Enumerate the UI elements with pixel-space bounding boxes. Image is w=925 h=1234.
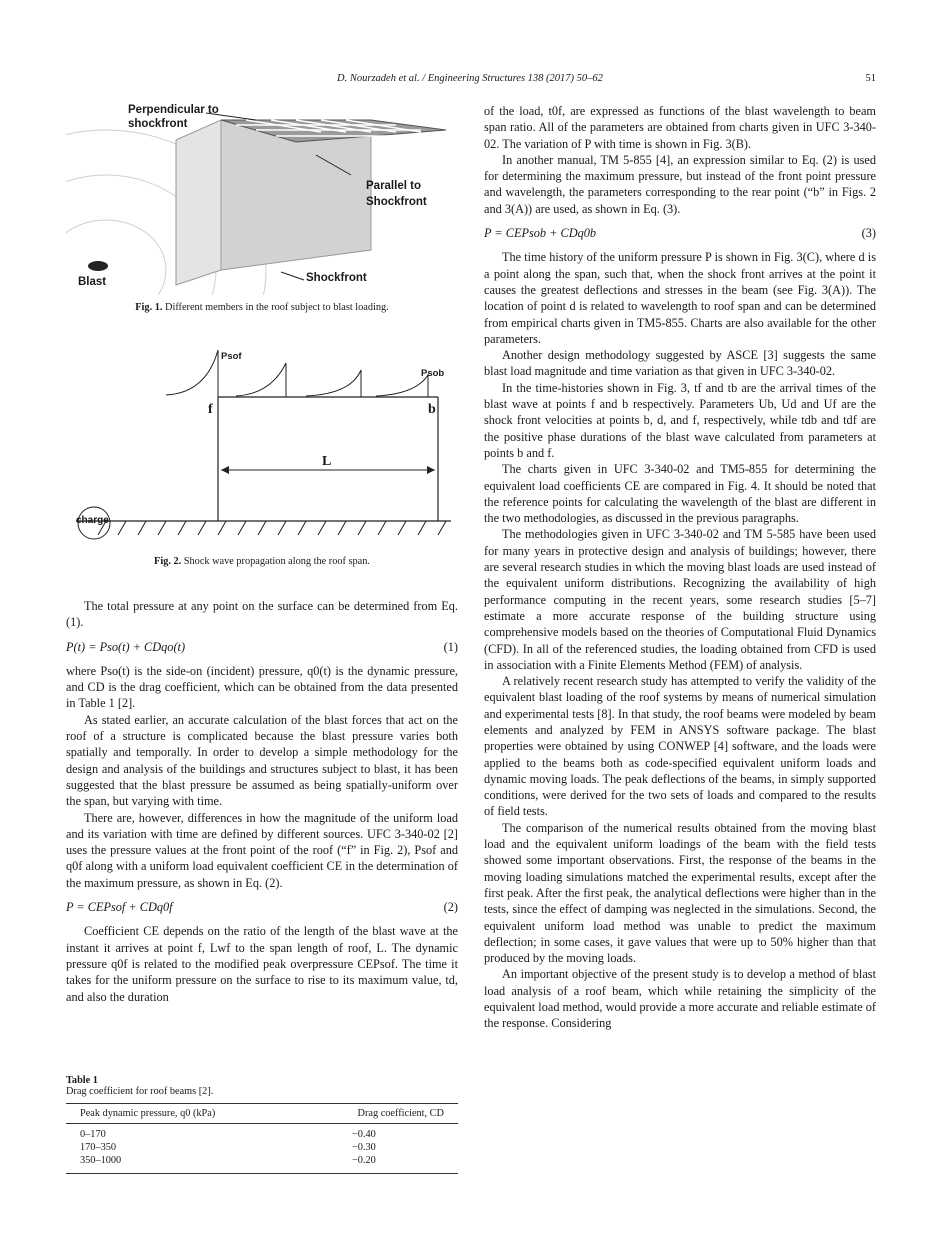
table-row [66, 1154, 458, 1167]
label-shockfront: Shockfront [306, 272, 367, 284]
right-paragraph: An important objective of the present study is to develop a method of blast load analysis of a roof beam, which while retaining the simplicity of the equivalent load method, would provide a more accurate and reliable estimate of the response. Considering [484, 967, 876, 1031]
equation-1-formula: P(t) = Pso(t) + CDqo(t) [66, 639, 186, 654]
right-paragraph: A relatively recent research study has attempted to verify the validity of the equivalent blast loading of the roof systems by means of numerical simulation and experimental tests [8]. In that study, the roof beams were modeled by beam elements and analyzed by FEM in ANSYS software package. The blast properties were obtained by using CONWEP [4] software, and the loads were applied to the beams both as code-specified equivalent uniform loads and dynamic moving loads. The peak deflections of the beams, in simply supported conditions, were derived for the two sets of loads and compared to the results of field tests. [484, 674, 876, 819]
left-column [66, 598, 458, 1005]
equation-1 [66, 639, 458, 655]
figure-2 [66, 345, 458, 570]
page-number: 51 [865, 73, 876, 84]
table-cell-range: 170–350 [80, 1142, 117, 1153]
label-perpendicular: Perpendicular to shockfront [128, 104, 219, 130]
right-paragraph: The methodologies given in UFC 3-340-02 and TM 5-585 have been used for many years in protective design and analysis of buildings; however, there are several research studies in which the moving blast loads are used instead of the equivalent uniform distributions. Recognizing the availability of high performance computing in the recent years, some research studies [5–7] estimate a more accurate response of the building structure using comprehensive models based on the theories of Computational Fluid Dynamics (CFD). In all of the referenced studies, the loading obtained from CFD is used in association with a Finite Elements Method (FEM) of analysis. [484, 527, 876, 672]
label-blast: Blast [78, 276, 107, 288]
fig2-caption [66, 556, 458, 567]
fig1-caption-label: Fig. 1. [135, 302, 163, 313]
running-header [64, 73, 876, 89]
label-psof: Psof [221, 351, 242, 362]
right-paragraph: Another design methodology suggested by ASCE [3] suggests the same blast load magnitude and time variation as that given in UFC 3-340-02. [484, 348, 876, 379]
figure-1 [66, 100, 458, 325]
table-row [66, 1128, 458, 1141]
table-cell-cd: −0.20 [352, 1155, 376, 1166]
left-paragraph: As stated earlier, an accurate calculation of the blast forces that act on the roof of a structure is complicated because the blast pressure varies both spatially and temporally. In order to develop a simple methodology for the design and analysis of the buildings and structures subject to blast, it has been suggested that the blast pressure be assumed as being spatially-uniform over the span, but varying with time. [66, 712, 458, 809]
fig2-caption-label: Fig. 2. [154, 556, 182, 567]
left-paragraph: where Pso(t) is the side-on (incident) pressure, q0(t) is the dynamic pressure, and CD is the drag coefficient, which can be obtained from the data presented in Table 1 [2]. [66, 663, 458, 711]
table-cell-range: 0–170 [80, 1129, 106, 1140]
table-row [66, 1141, 458, 1154]
table-col-pressure: Peak dynamic pressure, q0 (kPa) [80, 1108, 216, 1119]
equation-2-formula: P = CEPsof + CDq0f [66, 900, 173, 915]
left-paragraph: There are, however, differences in how the magnitude of the uniform load and its variation with time are defined by different sources. UFC 3-340-02 [2] uses the pressure values at the front point of the roof (“f” in Fig. 2), Psof and q0f along with a uniform load equivalent coefficient CE in the determination of the maximum pressure, as shown in Eq. (2). [66, 810, 458, 890]
right-paragraph: The time history of the uniform pressure P is shown in Fig. 3(C), where d is a point along the span, such that, when the shock front arrives at the point it causes the greatest deflections and stresses in the beam (see Fig. 3(A)). The location of point d is related to wavelength to roof span and can be determined from empirical charts given in TM5-855. Charts are also available for the other parameters. [484, 250, 876, 346]
label-parallel: Parallel to Shockfront [366, 180, 427, 208]
equation-1-number: (1) [443, 639, 458, 654]
table-title: Table 1 [66, 1075, 98, 1086]
fig2-diagram [66, 345, 458, 545]
label-charge: charge [76, 515, 109, 526]
left-paragraph: The total pressure at any point on the surface can be determined from Eq. (1). [66, 599, 458, 630]
table-header-row [66, 1104, 458, 1123]
left-paragraph: Coefficient CE depends on the ratio of the length of the blast wave at the instant it arrives at point f, Lwf to the span length of roof, L. The dynamic pressure q0f is related to the modified peak overpressure CEPsof. The time it takes for the uniform pressure on the surface to rise to its maximum value, td, and also the duration [66, 924, 458, 1004]
equation-2-number: (2) [443, 900, 458, 915]
right-paragraph: In the time-histories shown in Fig. 3, tf and tb are the arrival times of the blast wave at points f and b respectively. Parameters Ub, Ud and Uf are the shock front velocities at points b, d, and f, respectively, while tdb and tdf are the positive phase durations of the blast wave calculated from parameters at points b and f. [484, 380, 876, 460]
right-column [484, 103, 876, 1032]
label-f: f [208, 402, 213, 417]
label-b: b [428, 402, 436, 417]
right-paragraph: of the load, t0f, are expressed as functions of the blast wavelength to beam span ratio. All of the parameters are obtained from charts given in UFC 3-340-02. The variation of P with time is shown in Fig. 3(B). [484, 104, 876, 151]
equation-2 [66, 899, 458, 915]
right-paragraph: The charts given in UFC 3-340-02 and TM5-855 for determining the equivalent load coefficients CE are compared in Fig. 4. It should be noted that the reference points for calculating the wavelength of the blast are different in the two methodologies, as discussed in the previous paragraphs. [484, 462, 876, 526]
equation-3-number: (3) [861, 226, 876, 241]
table-cell-cd: −0.30 [352, 1142, 376, 1153]
table-cell-range: 350–1000 [80, 1155, 122, 1166]
table-subtitle: Drag coefficient for roof beams [2]. [66, 1086, 214, 1097]
table-col-drag: Drag coefficient, CD [357, 1108, 444, 1119]
right-paragraph: In another manual, TM 5-855 [4], an expression similar to Eq. (2) is used for determining the maximum pressure, but instead of the front point pressure and wavelength, the parameters corresponding to the rear point (“b” in Figs. 2 and 3(A)) are used, as shown in Eq. (3). [484, 152, 876, 216]
table-1 [66, 1075, 458, 1174]
fig1-caption-text: Different members in the roof subject to blast loading. [165, 302, 389, 313]
right-paragraph: The comparison of the numerical results obtained from the moving blast load and the equivalent uniform loadings of the beam with the field tests showed some important observations. First, the response of the beams in the moving loading simulations matched the experimental results, except after the first peak. After the first peak, the analytical deflections were higher than in the tests, since the effect of damping was neglected in the simulations. Second, the equivalent uniform load method was unable to predict the maximum deflection; in some cases, it gave values that were up to 50% higher than that produced by the moving loads. [484, 820, 876, 966]
equation-3 [484, 225, 876, 241]
table-cell-cd: −0.40 [352, 1129, 376, 1140]
fig1-caption [66, 302, 458, 313]
equation-3-formula: P = CEPsob + CDq0b [484, 226, 597, 241]
blast-marker [88, 261, 108, 271]
fig2-caption-text: Shock wave propagation along the roof span. [183, 556, 370, 567]
label-psob: Psob [421, 368, 445, 379]
label-span-L: L [322, 454, 332, 469]
running-title: D. Nourzadeh et al. / Engineering Structures 138 (2017) 50–62 [337, 73, 603, 84]
